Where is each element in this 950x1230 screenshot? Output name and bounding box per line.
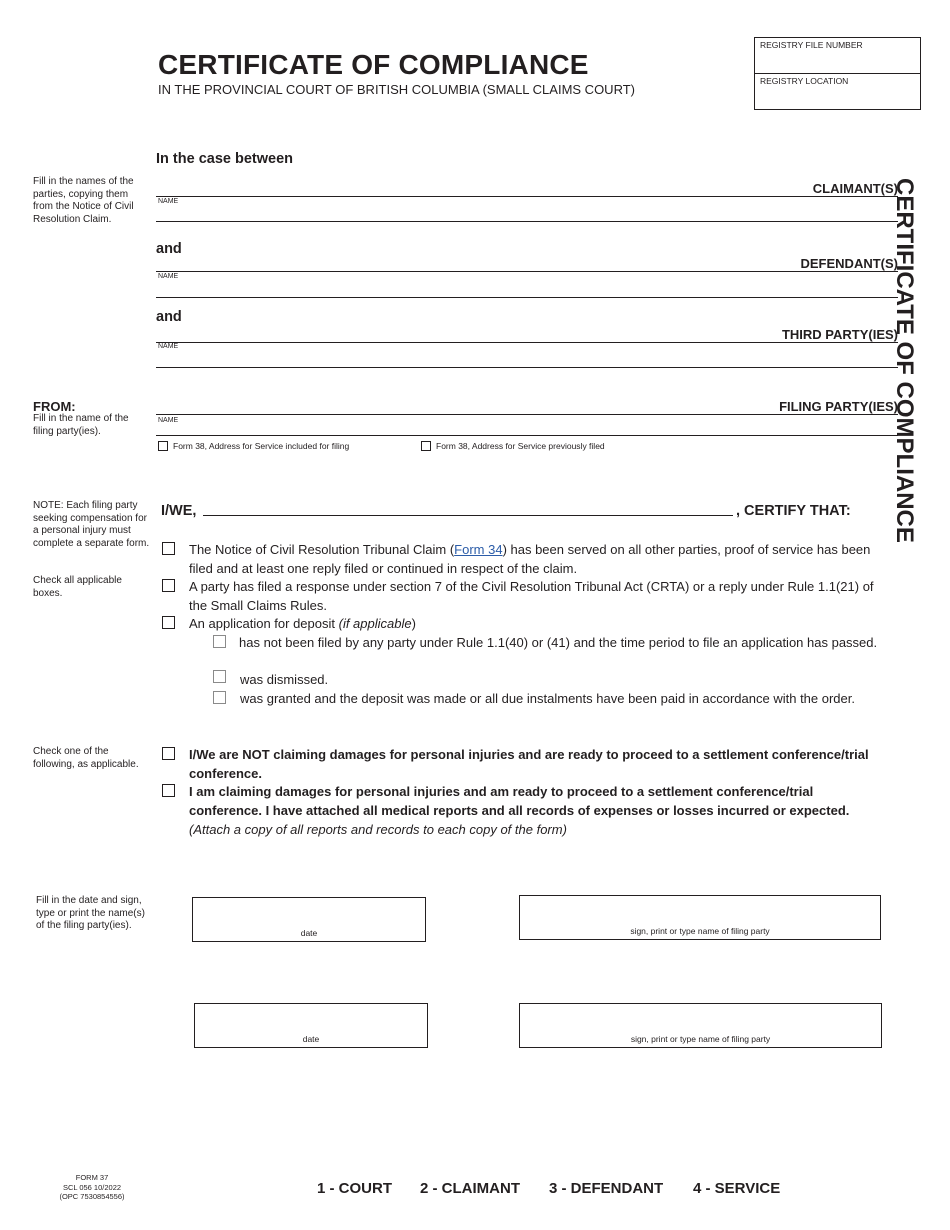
deposit-checkbox[interactable] (162, 616, 175, 629)
page-subtitle: IN THE PROVINCIAL COURT OF BRITISH COLUMBIA (SMALL CLAIMS COURT) (158, 82, 635, 97)
page-title: CERTIFICATE OF COMPLIANCE (158, 49, 589, 80)
signature-side-note: Fill in the date and sign, type or print the name(s) of the filing party(ies). (36, 895, 145, 931)
deposit-dismissed-text: was dismissed. (240, 672, 329, 687)
third-party-name-line[interactable] (156, 342, 898, 343)
form-code: SCL 056 10/2022 (62, 1182, 122, 1192)
deposit-text: An application for deposit (if applicable) (189, 616, 416, 631)
registry-location-label: REGISTRY LOCATION (760, 76, 849, 86)
registry-location-field[interactable] (755, 74, 920, 110)
third-party-name-line-2[interactable] (156, 367, 898, 368)
form38-previously-filed-label: Form 38, Address for Service previously filed (436, 441, 605, 451)
registry-box (754, 37, 921, 110)
copy-defendant: 3 - DEFENDANT (549, 1180, 664, 1197)
served-text: The Notice of Civil Resolution Tribunal Claim (Form 34) has been served on all other parties, proof of service has been filed and at least one reply filed or continued in respect of the claim. (189, 542, 871, 576)
deposit-dismissed-checkbox[interactable] (213, 670, 226, 683)
check-all-note: Check all applicable boxes. (33, 575, 122, 599)
form38-included-label: Form 38, Address for Service included for filing (173, 441, 350, 451)
date-caption-2: date (302, 1034, 320, 1044)
form-info (42, 1173, 142, 1202)
case-side-note: Fill in the names of the parties, copying them from the Notice of Civil Resolution Claim. (33, 176, 134, 225)
third-party-name-caption: NAME (158, 343, 179, 350)
claimant-name-line-2[interactable] (156, 221, 898, 222)
registry-file-number-label: REGISTRY FILE NUMBER (760, 40, 863, 50)
signature-caption-1: sign, print or type name of filing party (630, 926, 770, 936)
filing-party-label: FILING PARTY(IES) (779, 399, 898, 414)
iwe-name-line[interactable] (203, 515, 733, 516)
defendant-name-line[interactable] (156, 271, 898, 272)
not-claiming-injury-text: I/We are NOT claiming damages for personal injuries and are ready to proceed to a settlement conference/trial conference. (189, 747, 869, 781)
filing-party-name-line[interactable] (156, 414, 898, 415)
from-side-note: Fill in the name of the filing party(ies). (33, 413, 129, 437)
deposit-not-filed-text: has not been filed by any party under Rule 1.1(40) or (41) and the time period to file an application has passed. (239, 635, 878, 650)
form38-included-checkbox[interactable] (158, 441, 168, 451)
response-filed-checkbox[interactable] (162, 579, 175, 592)
served-checkbox[interactable] (162, 542, 175, 555)
claiming-injury-text: I am claiming damages for personal injuries and am ready to proceed to a settlement conference/trial conference. I have attached all medical reports and all records of expenses or losses incurred or expected. (Attach a copy of all reports and records to each copy of the form) (189, 784, 850, 837)
defendant-label: DEFENDANT(S) (800, 256, 898, 271)
signature-box-1[interactable] (519, 895, 881, 940)
filing-party-name-line-2[interactable] (156, 435, 898, 436)
signature-box-2[interactable] (519, 1003, 882, 1048)
claiming-injury-checkbox[interactable] (162, 784, 175, 797)
date-box-2[interactable] (194, 1003, 428, 1048)
claimant-label: CLAIMANT(S) (812, 181, 898, 196)
not-claiming-injury-checkbox[interactable] (162, 747, 175, 760)
vertical-title: CERTIFICATE OF COMPLIANCE (891, 178, 918, 543)
case-heading: In the case between (156, 151, 293, 167)
copy-court: 1 - COURT (317, 1180, 392, 1197)
signature-caption-2: sign, print or type name of filing party (630, 1034, 771, 1044)
form38-previously-filed-checkbox[interactable] (421, 441, 431, 451)
from-label: FROM: (33, 399, 76, 414)
deposit-granted-checkbox[interactable] (213, 691, 226, 704)
third-party-label: THIRD PARTY(IES) (781, 327, 898, 342)
date-box-1[interactable] (192, 897, 426, 942)
copy-claimant: 2 - CLAIMANT (420, 1180, 520, 1197)
defendant-name-caption: NAME (158, 273, 179, 280)
iwe-label: I/WE, (161, 503, 197, 519)
response-filed-text: A party has filed a response under section 7 of the Civil Resolution Tribunal Act (CRTA) or a reply under Rule 1.1(21) of the Small Claims Rules. (189, 579, 874, 613)
claimant-name-caption: NAME (158, 198, 179, 205)
form34-link[interactable]: Form 34 (454, 542, 503, 557)
date-caption-1: date (300, 928, 318, 938)
and-label-2: and (156, 309, 182, 325)
copy-service: 4 - SERVICE (693, 1180, 781, 1197)
filing-party-name-caption: NAME (158, 417, 179, 424)
form-number: FORM 37 (75, 1173, 109, 1182)
defendant-name-line-2[interactable] (156, 297, 898, 298)
deposit-not-filed-checkbox[interactable] (213, 635, 226, 648)
certify-side-note: NOTE: Each filing party seeking compensation for a personal injury must complete a separate form. (33, 500, 150, 549)
and-label-1: and (156, 241, 182, 257)
injury-side-note: Check one of the following, as applicable. (33, 746, 139, 770)
opc-number: (OPC 7530854556) (59, 1192, 125, 1201)
claimant-name-line[interactable] (156, 196, 898, 197)
certify-that-label: , CERTIFY THAT: (736, 503, 851, 519)
registry-file-number-field[interactable] (755, 38, 920, 74)
deposit-granted-text: was granted and the deposit was made or all due instalments have been paid in accordance with the order. (240, 691, 855, 706)
